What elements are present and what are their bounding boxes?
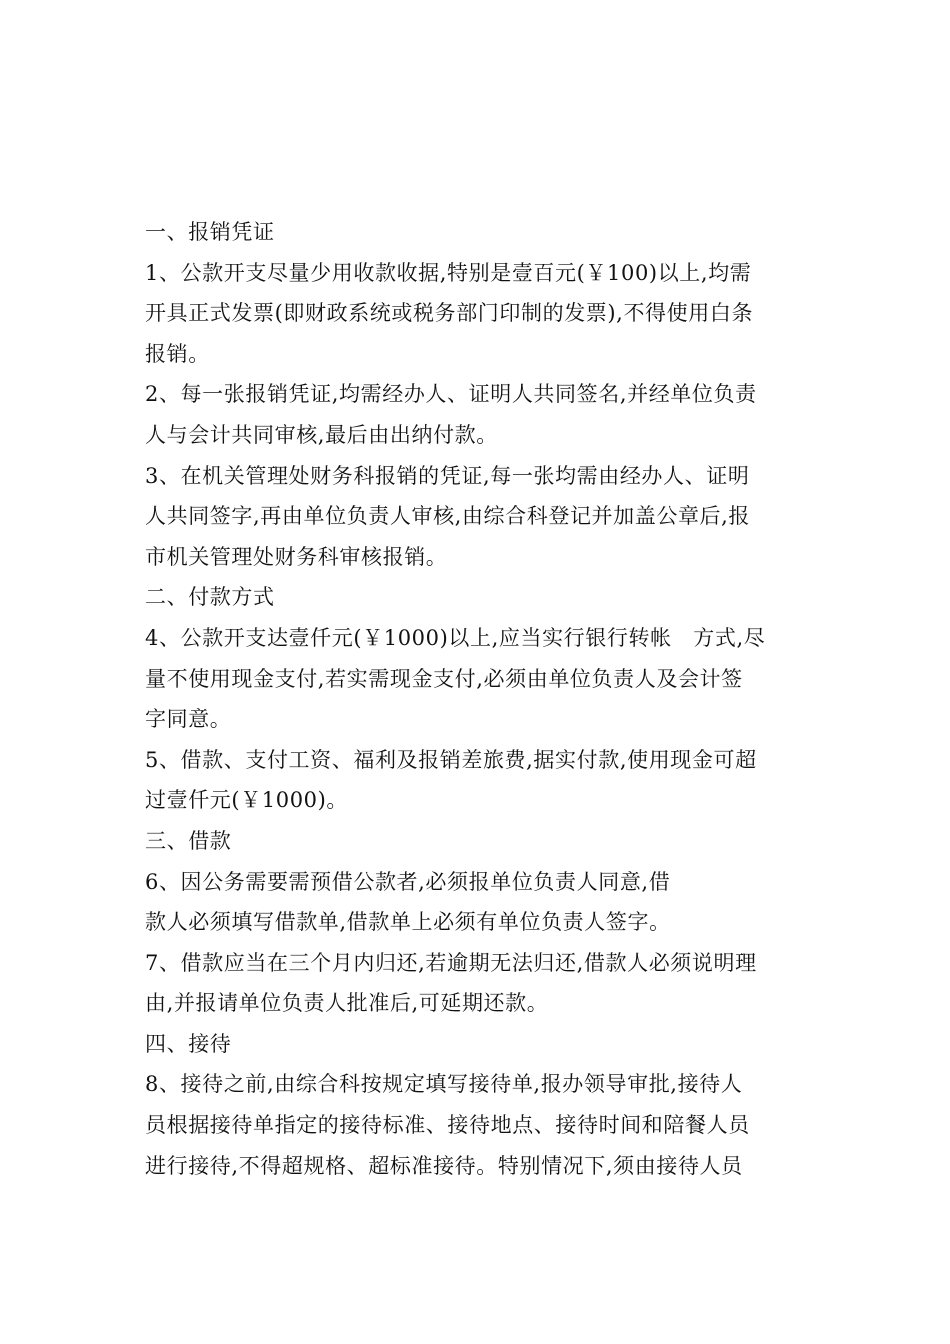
text-line: 开具正式发票(即财政系统或税务部门印制的发票),不得使用白条 [145, 301, 754, 326]
text-line: 1、公款开支尽量少用收款收据,特别是壹百元(￥100)以上,均需 [145, 260, 752, 285]
text-line: 由,并报请单位负责人批准后,可延期还款。 [145, 991, 549, 1016]
text-line: 人共同签字,再由单位负责人审核,由综合科登记并加盖公章后,报 [145, 504, 751, 529]
text-line: 3、在机关管理处财务科报销的凭证,每一张均需由经办人、证明 [145, 463, 750, 488]
text-line: 市机关管理处财务科审核报销。 [145, 544, 448, 569]
text-line: 报销。 [145, 341, 210, 366]
text-line: 2、每一张报销凭证,均需经办人、证明人共同签名,并经单位负责 [145, 382, 757, 407]
section-heading: 二、付款方式 [145, 585, 275, 610]
section-heading: 四、接待 [145, 1031, 232, 1056]
text-line: 员根据接待单指定的接待标准、接待地点、接待时间和陪餐人员 [145, 1113, 750, 1138]
text-line: 款人必须填写借款单,借款单上必须有单位负责人签字。 [145, 910, 671, 935]
text-line: 5、借款、支付工资、福利及报销差旅费,据实付款,使用现金可超 [145, 747, 757, 772]
text-line: 进行接待,不得超规格、超标准接待。特别情况下,须由接待人员 [145, 1153, 743, 1178]
text-line: 量不使用现金支付,若实需现金支付,必须由单位负责人及会计签 [145, 666, 743, 691]
section-heading: 一、报销凭证 [145, 220, 275, 244]
text-line: 6、因公务需要需预借公款者,必须报单位负责人同意,借 [145, 869, 671, 894]
document-body [145, 212, 810, 1186]
text-line: 7、借款应当在三个月内归还,若逾期无法归还,借款人必须说明理 [145, 950, 757, 975]
text-line: 字同意。 [145, 707, 232, 732]
text-line: 人与会计共同审核,最后由出纳付款。 [145, 422, 498, 447]
text-line: 过壹仟元(￥1000)。 [145, 788, 349, 813]
section-heading: 三、借款 [145, 828, 232, 853]
text-line: 8、接待之前,由综合科按规定填写接待单,报办领导审批,接待人 [145, 1072, 743, 1097]
text-line: 4、公款开支达壹仟元(￥1000)以上,应当实行银行转帐 方式,尽 [145, 625, 766, 650]
